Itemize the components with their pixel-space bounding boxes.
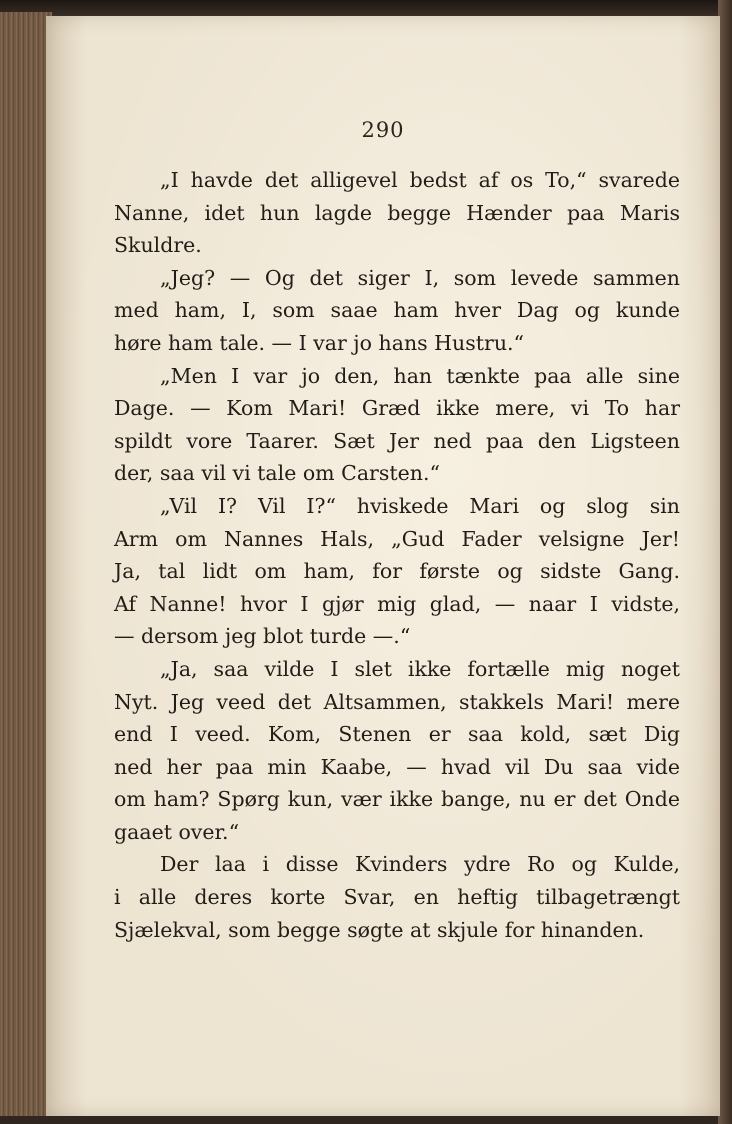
text-line: Af Nanne! hvor I gjør mig glad, — naar I vidste, (114, 591, 680, 616)
text-line: om ham? Spørg kun, vær ikke bange, nu er det Onde (114, 787, 680, 812)
text-line: Skuldre. (114, 233, 202, 258)
text-line: ned her paa min Kaabe, — hvad vil Du saa vide (114, 754, 680, 779)
text-line: Der laa i disse Kvinders ydre Ro og Kulde, (160, 852, 680, 877)
text-line: i alle deres korte Svar, en heftig tilbagetrængt (114, 885, 680, 910)
book-right-edge (718, 0, 732, 1124)
text-line: Nanne, idet hun lagde begge Hænder paa Maris (114, 200, 680, 225)
text-line: med ham, I, som saae ham hver Dag og kunde (114, 298, 680, 323)
text-line: „I havde det alligevel bedst af os To,“ svarede (160, 168, 680, 192)
text-line: gaaet over.“ (114, 819, 240, 844)
text-line: Ja, tal lidt om ham, for første og sidste Gang. (114, 559, 680, 584)
text-line: „Vil I? Vil I?“ hviskede Mari og slog sin (160, 493, 680, 518)
text-line: end I veed. Kom, Stenen er saa kold, sæt Dig (114, 722, 680, 747)
text-line: „Jeg? — Og det siger I, som levede sammen (160, 265, 680, 290)
page-number: 290 (361, 118, 405, 142)
text-line: spildt vore Taarer. Sæt Jer ned paa den Ligsteen (114, 428, 680, 453)
text-line: „Men I var jo den, han tænkte paa alle sine (160, 363, 680, 388)
text-line: Arm om Nannes Hals, „Gud Fader velsigne Jer! (114, 526, 680, 551)
text-line: høre ham tale. — I var jo hans Hustru.“ (114, 330, 525, 355)
page-stack-edge (0, 12, 52, 1116)
text-line: „Ja, saa vilde I slet ikke fortælle mig noget (160, 656, 680, 681)
text-line: Sjælekval, som begge søgte at skjule for hinanden. (114, 917, 645, 942)
body-text (114, 164, 680, 946)
book-top-edge (0, 0, 732, 16)
text-line: Dage. — Kom Mari! Græd ikke mere, vi To har (114, 396, 680, 421)
text-line: der, saa vil vi tale om Carsten.“ (114, 461, 440, 486)
text-line: — dersom jeg blot turde —.“ (114, 624, 411, 649)
text-line: Nyt. Jeg veed det Altsammen, stakkels Mari! mere (114, 689, 680, 714)
